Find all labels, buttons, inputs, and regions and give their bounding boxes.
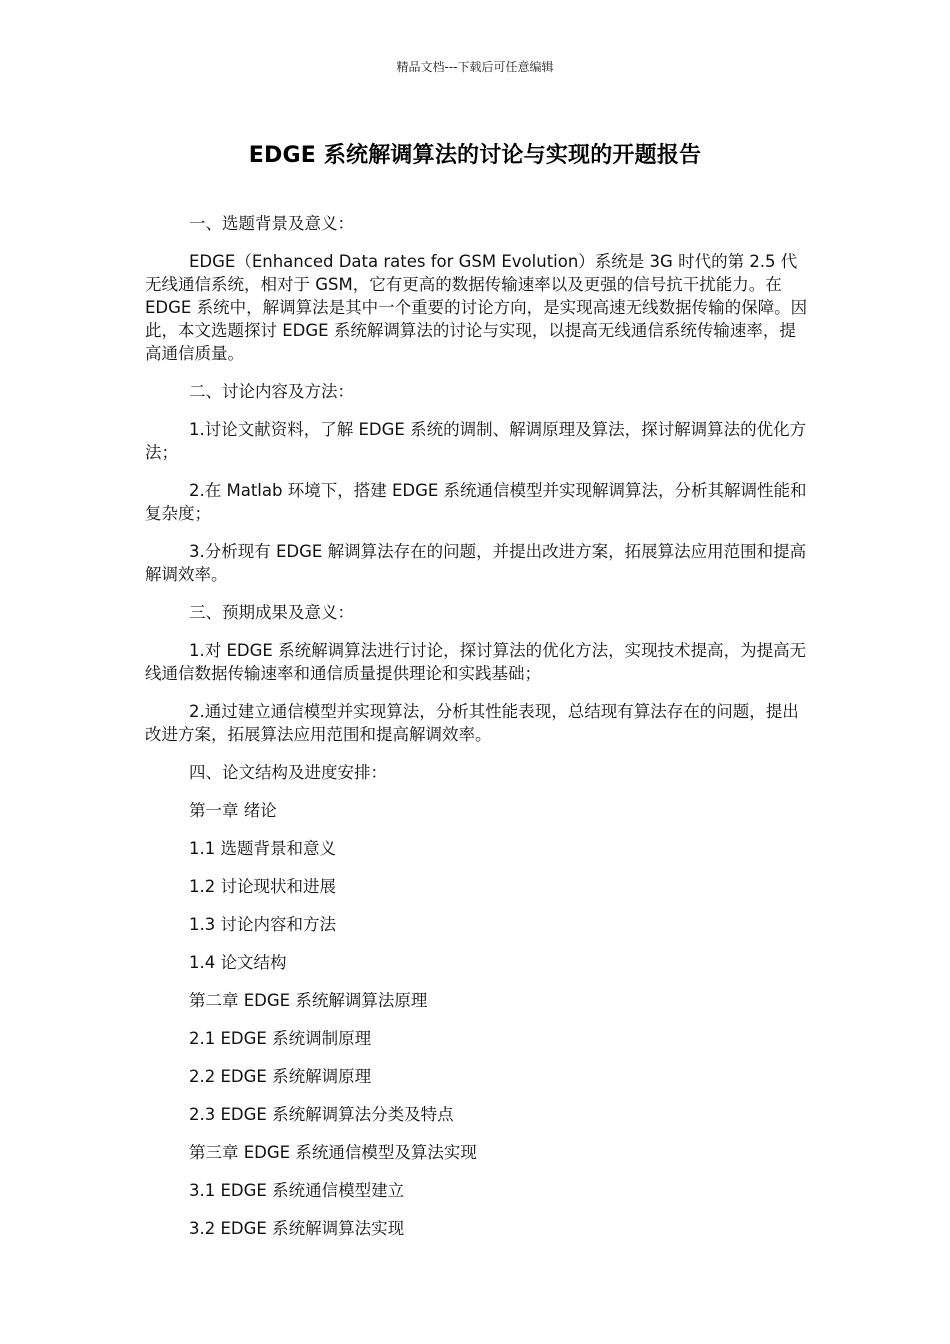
toc-item: 第二章 EDGE 系统解调算法原理 <box>189 991 428 1010</box>
toc-item: 第三章 EDGE 系统通信模型及算法实现 <box>189 1143 477 1162</box>
toc-list <box>145 799 810 1240</box>
page-header: 精品文档---下载后可任意编辑 <box>396 60 554 74</box>
methods-item-1: 1.讨论文献资料，了解 EDGE 系统的调制、解调原理及算法，探讨解调算法的优化方法； <box>145 420 807 462</box>
document-title: EDGE 系统解调算法的讨论与实现的开题报告 <box>248 143 702 168</box>
paragraph-background: EDGE（Enhanced Data rates for GSM Evolution）系统是 3G 时代的第 2.5 代无线通信系统，相对于 GSM，它有更高的数据传输速率以及更强的信号抗干扰能力。在 EDGE 系统中，解调算法是其中一个重要的讨论方向，是实现高速无线数据传输的保障。因此，本文选题探讨 EDGE 系统解调算法的讨论与实现，以提高无线通信系统传输速率，提高通信质量。 <box>145 252 808 363</box>
toc-item: 2.3 EDGE 系统解调算法分类及特点 <box>189 1105 454 1124</box>
toc-item: 2.2 EDGE 系统解调原理 <box>189 1067 372 1086</box>
section-heading-outcomes: 三、预期成果及意义： <box>189 603 354 622</box>
toc-item: 1.2 讨论现状和进展 <box>189 877 336 896</box>
toc-item: 第一章 绪论 <box>189 801 277 820</box>
section-heading-structure: 四、论文结构及进度安排： <box>189 763 387 782</box>
toc-item: 1.1 选题背景和意义 <box>189 839 336 858</box>
toc-item: 2.1 EDGE 系统调制原理 <box>189 1029 372 1048</box>
section-heading-background: 一、选题背景及意义： <box>189 214 354 233</box>
section-heading-methods: 二、讨论内容及方法： <box>189 382 354 401</box>
toc-item: 3.1 EDGE 系统通信模型建立 <box>189 1181 405 1200</box>
toc-item: 1.3 讨论内容和方法 <box>189 915 336 934</box>
document-body <box>145 212 810 1240</box>
outcomes-item-1: 1.对 EDGE 系统解调算法进行讨论，探讨算法的优化方法，实现技术提高，为提高无线通信数据传输速率和通信质量提供理论和实践基础； <box>145 641 807 683</box>
methods-item-3: 3.分析现有 EDGE 解调算法存在的问题，并提出改进方案，拓展算法应用范围和提高解调效率。 <box>145 542 807 584</box>
methods-item-2: 2.在 Matlab 环境下，搭建 EDGE 系统通信模型并实现解调算法，分析其解调性能和复杂度； <box>145 481 807 523</box>
toc-item: 1.4 论文结构 <box>189 953 287 972</box>
outcomes-item-2: 2.通过建立通信模型并实现算法，分析其性能表现，总结现有算法存在的问题，提出改进方案，拓展算法应用范围和提高解调效率。 <box>145 702 799 744</box>
toc-item: 3.2 EDGE 系统解调算法实现 <box>189 1219 405 1238</box>
